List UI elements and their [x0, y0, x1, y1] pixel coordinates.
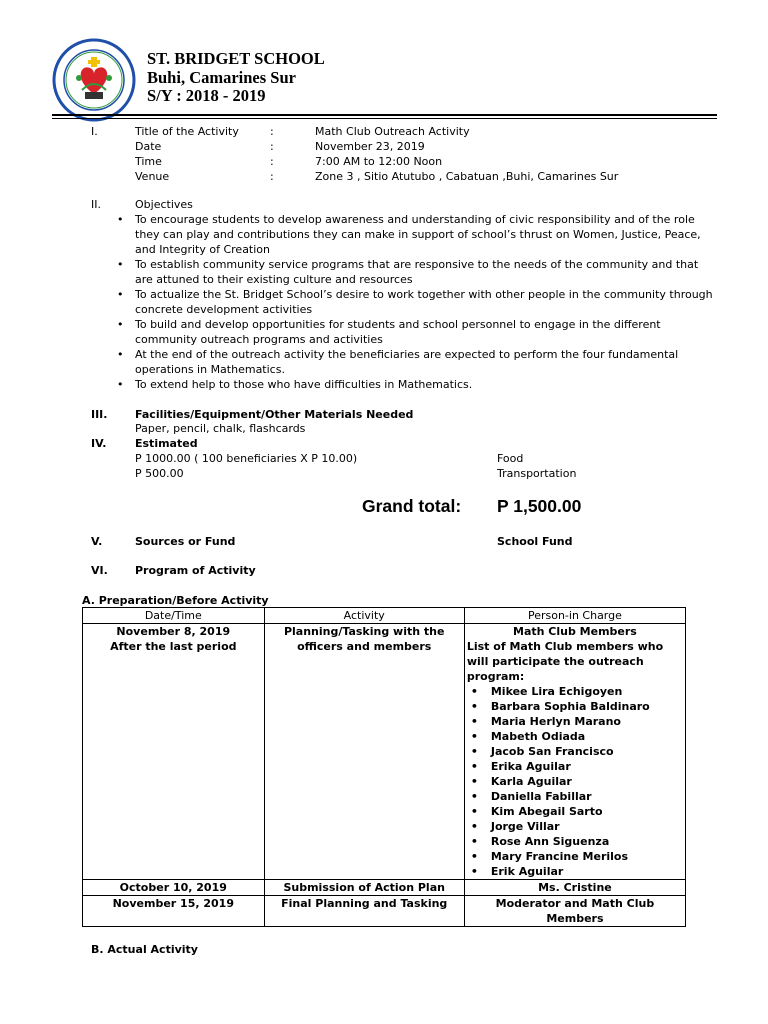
bullet-icon: •	[470, 700, 478, 713]
date-value: November 23, 2019	[315, 140, 425, 153]
colon: :	[270, 155, 274, 168]
list-item: • Mabeth Odiada	[470, 730, 586, 743]
table-header-row	[83, 608, 686, 624]
header-date-time: Date/Time	[83, 608, 265, 624]
table-row	[83, 880, 686, 896]
list-item: • Maria Herlyn Marano	[470, 715, 621, 728]
bullet-icon: •	[117, 348, 124, 361]
estimate-food-amount: P 1000.00 ( 100 beneficiaries X P 10.00)	[135, 452, 358, 465]
sources-value: School Fund	[497, 535, 573, 548]
objective-item: • To encourage students to develop awareness and understanding of civic responsibility and of the role they can play and contributions they can make in support of school’s thrust on Women, Justice, Peace, and Integrity of Creation	[117, 213, 701, 256]
actual-activity-title: B. Actual Activity	[91, 943, 198, 956]
bullet-icon: •	[470, 790, 478, 803]
header-rule	[52, 114, 717, 116]
colon: :	[270, 125, 274, 138]
header-rule-thin	[52, 118, 717, 119]
list-item: • Jorge Villar	[470, 820, 560, 833]
row1-date-cell	[83, 624, 265, 880]
materials-list: Paper, pencil, chalk, flashcards	[135, 422, 306, 435]
bullet-icon: •	[470, 865, 478, 878]
section-2-number: II.	[91, 198, 101, 211]
row1-pic-title: Math Club Members	[513, 625, 637, 638]
list-item: • Mary Francine Merilos	[470, 850, 629, 863]
bullet-icon: •	[117, 318, 124, 331]
row1-date: November 8, 2019	[116, 625, 231, 638]
estimated-title: Estimated	[135, 437, 198, 450]
bullet-icon: •	[470, 835, 478, 848]
colon: :	[270, 170, 274, 183]
objectives-list	[117, 212, 717, 392]
bullet-icon: •	[470, 805, 478, 818]
objective-item: • To build and develop opportunities for students and school personnel to engage in the different community outreach programs and activities	[117, 318, 661, 346]
estimate-transport-amount: P 500.00	[135, 467, 184, 480]
list-item: • Jacob San Francisco	[470, 745, 614, 758]
bullet-icon: •	[117, 378, 124, 391]
bullet-icon: •	[470, 730, 478, 743]
objectives-title: Objectives	[135, 198, 193, 211]
row1-person-cell	[464, 624, 685, 880]
list-item: • Karla Aguilar	[470, 775, 572, 788]
activity-title-label: Title of the Activity	[135, 125, 239, 138]
list-item: • Kim Abegail Sarto	[470, 805, 603, 818]
section-5-number: V.	[91, 535, 103, 548]
activity-title-value: Math Club Outreach Activity	[315, 125, 470, 138]
bullet-icon: •	[470, 715, 478, 728]
header-person-in-charge: Person-in Charge	[464, 608, 685, 624]
objective-item: • At the end of the outreach activity the beneficiaries are expected to perform the four fundamental operations in Mathematics.	[117, 348, 679, 376]
objective-item: • To extend help to those who have difficulties in Mathematics.	[117, 378, 473, 391]
list-item: • Erik Aguilar	[470, 865, 564, 878]
section-4-number: IV.	[91, 437, 107, 450]
estimate-food-label: Food	[497, 452, 524, 465]
section-6-number: VI.	[91, 564, 108, 577]
bullet-icon: •	[470, 850, 478, 863]
venue-value: Zone 3 , Sitio Atutubo , Cabatuan ,Buhi, Camarines Sur	[315, 170, 619, 183]
members-list	[467, 684, 683, 879]
preparation-table	[82, 607, 686, 927]
bullet-icon: •	[117, 288, 124, 301]
list-item: • Erika Aguilar	[470, 760, 571, 773]
colon: :	[270, 140, 274, 153]
objective-item: • To actualize the St. Bridget School’s desire to work together with other people in the community through concrete development activities	[117, 288, 713, 316]
row3-activity: Final Planning and Tasking	[264, 896, 464, 927]
grand-total-label: Grand total:	[362, 496, 462, 516]
section-3-number: III.	[91, 408, 108, 421]
grand-total-value: P 1,500.00	[497, 496, 582, 516]
row1-activity: Planning/Tasking with the officers and members	[264, 624, 464, 880]
list-item: • Daniella Fabillar	[470, 790, 592, 803]
row3-person: Moderator and Math Club Members	[464, 896, 685, 927]
row1-time: After the last period	[110, 640, 237, 653]
header-activity: Activity	[264, 608, 464, 624]
table-row	[83, 624, 686, 880]
bullet-icon: •	[470, 820, 478, 833]
bullet-icon: •	[117, 213, 124, 226]
row2-activity: Submission of Action Plan	[264, 880, 464, 896]
row2-person: Ms. Cristine	[464, 880, 685, 896]
program-title: Program of Activity	[135, 564, 256, 577]
bullet-icon: •	[470, 760, 478, 773]
school-name: ST. BRIDGET SCHOOL	[147, 49, 325, 68]
venue-label: Venue	[135, 170, 170, 183]
school-logo	[52, 38, 136, 122]
school-location: Buhi, Camarines Sur	[147, 67, 296, 87]
row2-date: October 10, 2019	[83, 880, 265, 896]
estimate-transport-label: Transportation	[497, 467, 577, 480]
objective-item: • To establish community service programs that are responsive to the needs of the community and that are attuned to their existing culture and resources	[117, 258, 699, 286]
section-1-number: I.	[91, 125, 98, 138]
bullet-icon: •	[117, 258, 124, 271]
time-label: Time	[135, 155, 162, 168]
bullet-icon: •	[470, 775, 478, 788]
date-label: Date	[135, 140, 162, 153]
list-item: • Barbara Sophia Baldinaro	[470, 700, 650, 713]
row1-pic-intro: List of Math Club members who will participate the outreach program:	[466, 640, 664, 683]
bullet-icon: •	[470, 685, 478, 698]
school-year: S/Y : 2018 - 2019	[147, 86, 266, 105]
row3-date: November 15, 2019	[83, 896, 265, 927]
materials-title: Facilities/Equipment/Other Materials Needed	[135, 408, 414, 421]
school-header	[147, 50, 325, 106]
table-row	[83, 896, 686, 927]
prep-title: A. Preparation/Before Activity	[82, 594, 269, 607]
bullet-icon: •	[470, 745, 478, 758]
sources-title: Sources or Fund	[135, 535, 236, 548]
list-item: • Mikee Lira Echigoyen	[470, 685, 623, 698]
time-value: 7:00 AM to 12:00 Noon	[315, 155, 443, 168]
list-item: • Rose Ann Siguenza	[470, 835, 610, 848]
